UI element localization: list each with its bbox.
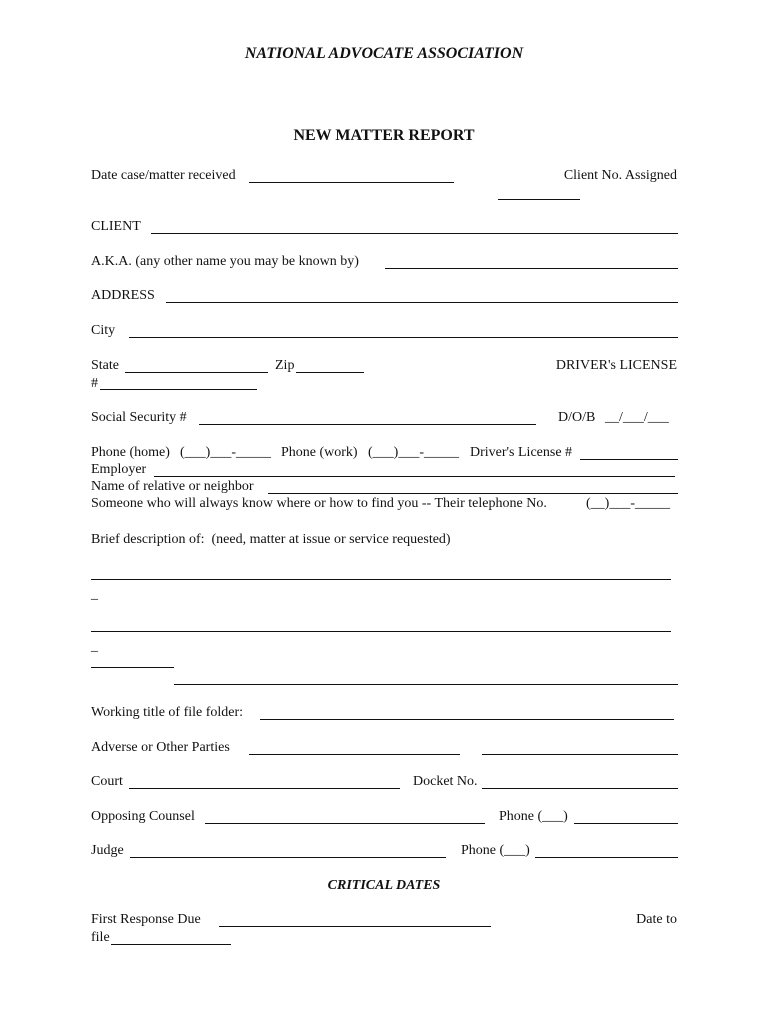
court-label: Court — [91, 774, 123, 789]
phone-home-label: Phone (home) — [91, 445, 170, 460]
folder-title-field[interactable] — [260, 719, 674, 720]
zip-label: Zip — [275, 358, 295, 373]
date-received-label: Date case/matter received — [91, 168, 236, 183]
description-dash-2: _ — [91, 639, 98, 654]
opposing-counsel-label: Opposing Counsel — [91, 809, 195, 824]
client-field[interactable] — [151, 233, 678, 234]
address-field[interactable] — [166, 302, 678, 303]
date-received-field[interactable] — [249, 182, 454, 183]
organization-name: NATIONAL ADVOCATE ASSOCIATION — [244, 45, 524, 62]
city-field[interactable] — [129, 337, 678, 338]
ssn-field[interactable] — [199, 424, 536, 425]
description-dash-1: _ — [91, 587, 98, 602]
state-label: State — [91, 358, 119, 373]
opposing-phone-label: Phone (___) — [499, 809, 568, 824]
client-label: CLIENT — [91, 219, 141, 234]
folder-title-label: Working title of file folder: — [91, 705, 244, 720]
opposing-phone-field[interactable] — [574, 823, 678, 824]
form-title: NEW MATTER REPORT — [293, 127, 475, 144]
judge-field[interactable] — [130, 857, 446, 858]
city-label: City — [91, 323, 116, 338]
description-label: Brief description of: (need, matter at issue or service requested) — [91, 532, 451, 547]
phone-work-label: Phone (work) — [281, 445, 358, 460]
critical-dates-heading: CRITICAL DATES — [327, 878, 441, 893]
drivers-license-field[interactable] — [580, 459, 678, 460]
phone-home-field[interactable]: (___)___-_____ — [180, 445, 271, 460]
employer-label: Employer — [91, 462, 147, 477]
date-to-label: Date to — [636, 912, 677, 927]
judge-phone-field[interactable] — [535, 857, 678, 858]
relative-label: Name of relative or neighbor — [91, 479, 254, 494]
file-label: file — [91, 930, 110, 945]
client-no-label: Client No. Assigned — [563, 168, 677, 183]
contact-label: Someone who will always know where or how to find you -- Their telephone No. — [91, 496, 547, 511]
description-line-1[interactable] — [91, 579, 671, 580]
judge-label: Judge — [91, 843, 124, 858]
docket-field[interactable] — [482, 788, 678, 789]
dob-field[interactable]: __/___/___ — [605, 410, 669, 425]
file-date-field[interactable] — [111, 944, 231, 945]
drivers-license-hash-label: # — [91, 376, 98, 391]
adverse-party-field-1[interactable] — [249, 754, 460, 755]
description-line-2[interactable] — [91, 631, 671, 632]
state-field[interactable] — [125, 372, 268, 373]
aka-label: A.K.A. (any other name you may be known by) — [91, 254, 359, 269]
judge-phone-label: Phone (___) — [461, 843, 530, 858]
drivers-license-caps-label: DRIVER's LICENSE — [555, 358, 677, 373]
dob-label: D/O/B — [558, 410, 596, 425]
ssn-label: Social Security # — [91, 410, 187, 425]
zip-field[interactable] — [296, 372, 364, 373]
drivers-license-caps-field[interactable] — [100, 389, 257, 390]
relative-field[interactable] — [268, 493, 678, 494]
description-line-4[interactable] — [174, 684, 678, 685]
contact-phone-field[interactable]: (__)___-_____ — [586, 496, 670, 511]
aka-field[interactable] — [385, 268, 678, 269]
court-field[interactable] — [129, 788, 400, 789]
first-response-label: First Response Due — [91, 912, 201, 927]
first-response-field[interactable] — [219, 926, 491, 927]
client-no-field[interactable] — [498, 199, 580, 200]
adverse-parties-label: Adverse or Other Parties — [91, 740, 230, 755]
opposing-counsel-field[interactable] — [205, 823, 485, 824]
docket-label: Docket No. — [413, 774, 478, 789]
phone-work-field[interactable]: (___)___-_____ — [368, 445, 459, 460]
address-label: ADDRESS — [91, 288, 155, 303]
employer-field[interactable] — [154, 476, 675, 477]
drivers-license-label: Driver's License # — [470, 445, 573, 460]
adverse-party-field-2[interactable] — [482, 754, 678, 755]
description-line-3[interactable] — [91, 667, 174, 668]
